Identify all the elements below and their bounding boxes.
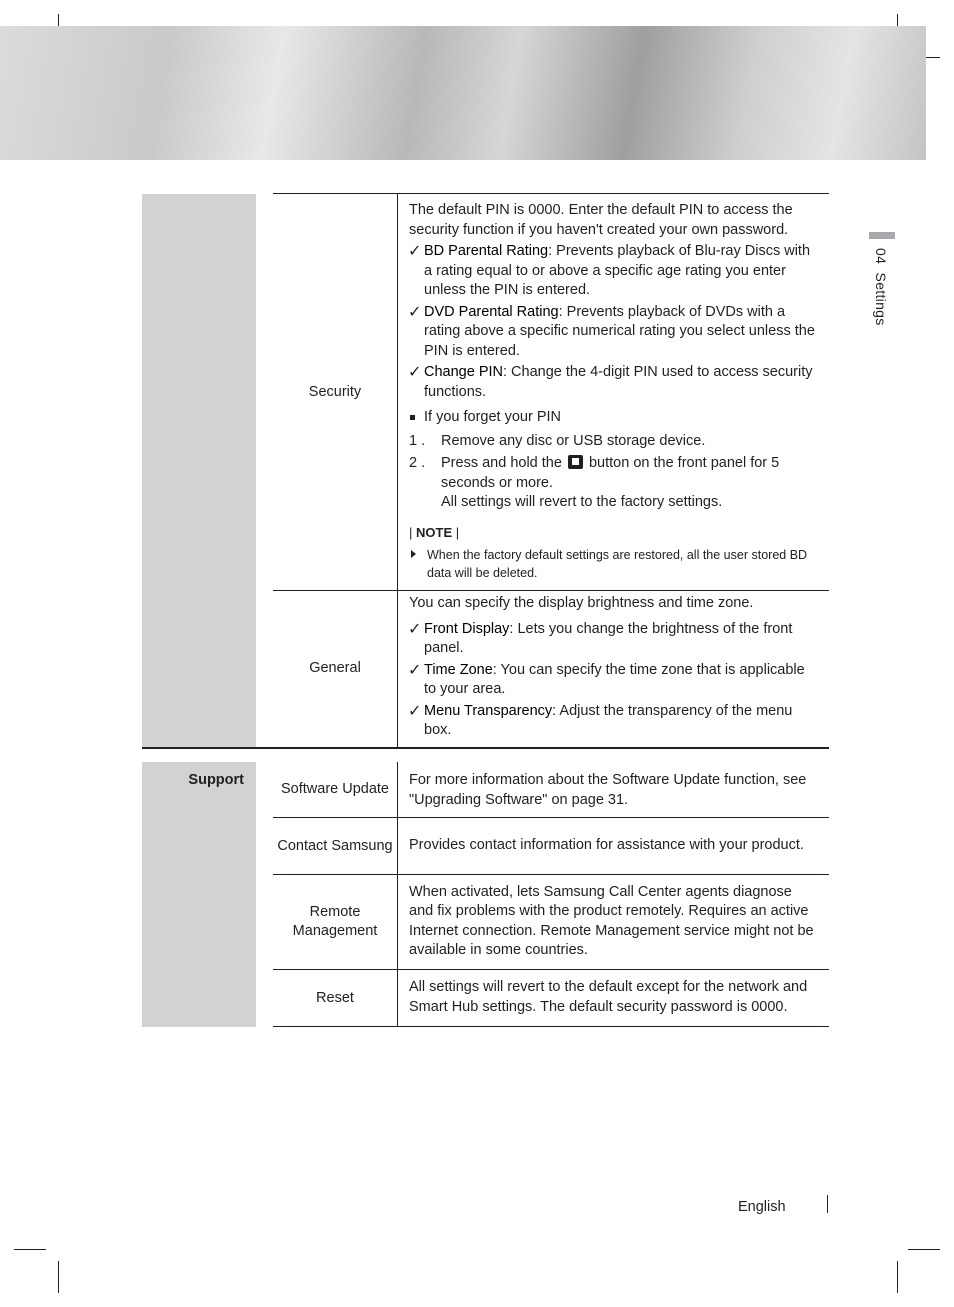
check-item [409, 242, 819, 301]
step-item [409, 454, 819, 513]
footer-language: English [738, 1199, 786, 1215]
square-bullet-icon [410, 415, 415, 420]
check-item [409, 661, 819, 700]
checkmark-icon: ✓ [408, 364, 422, 381]
check-text: : Lets you change the brightness of the front panel. [424, 620, 793, 656]
stop-button-icon [568, 455, 583, 469]
note-label: NOTE [416, 524, 453, 540]
column-gap [256, 762, 273, 1027]
contact-samsung-description: Provides contact information for assistance with your product. [398, 818, 830, 875]
bullet-item [409, 408, 819, 428]
chapter-label: 04 Settings [873, 248, 889, 326]
check-term: Change PIN [424, 364, 503, 380]
submenu-software-update: Software Update [273, 762, 398, 818]
reset-description: All settings will revert to the default except for the network and Smart Hub settings. The default security password is 0000. [398, 970, 830, 1027]
step-text: Press and hold the [441, 455, 562, 471]
check-item [409, 363, 819, 402]
chapter-tab-bar [869, 232, 895, 239]
step-text: button on the front panel for 5 seconds or more. [441, 455, 780, 491]
category-support: Support [142, 762, 256, 1027]
check-term: BD Parental Rating [424, 243, 549, 259]
checkmark-icon: ✓ [408, 702, 422, 720]
checkmark-icon: ✓ [408, 303, 422, 321]
note-text: When the factory default settings are restored, all the user stored BD data will be deleted. [427, 548, 808, 580]
crop-mark [908, 1249, 940, 1250]
check-text: : Prevents playback of DVDs with a rating above a specific numerical rating you select unless the PIN is entered. [424, 303, 815, 359]
check-text: : Prevents playback of Blu-ray Discs with a rating equal to or above a specific age rating you enter unless the PIN is entered. [424, 243, 811, 298]
check-item [409, 303, 819, 362]
security-description [398, 194, 830, 591]
submenu-reset: Reset [273, 970, 398, 1027]
step-number: 1 . [409, 432, 426, 449]
software-update-description: For more information about the Software Update function, see "Upgrading Software" on page 31. [409, 772, 807, 808]
check-text: : You can specify the time zone that is applicable to your area. [424, 661, 805, 697]
remote-management-description: When activated, lets Samsung Call Center agents diagnose and fix problems with the product remotely. Requires an active Internet connection. Remote Management service might not be available in some countries. [398, 875, 830, 970]
category-cell [142, 194, 256, 748]
settings-table-support [142, 762, 829, 1027]
footer-divider [827, 1195, 828, 1213]
check-text: : Adjust the transparency of the menu box. [424, 702, 793, 738]
chapter-side-tab [869, 232, 895, 352]
check-term: DVD Parental Rating [424, 303, 559, 320]
checkmark-icon: ✓ [408, 620, 422, 638]
table-row [142, 762, 829, 818]
note-heading: | NOTE | [409, 524, 460, 540]
step-item [409, 432, 819, 452]
check-term: Front Display [424, 620, 510, 637]
settings-table-security [142, 193, 829, 749]
step-text: Remove any disc or USB storage device. [441, 432, 706, 449]
submenu-security: Security [273, 194, 398, 591]
bullet-text: If you forget your PIN [424, 409, 562, 425]
crop-mark [58, 1261, 59, 1293]
submenu-contact-samsung: Contact Samsung [273, 818, 398, 875]
crop-mark [897, 1261, 898, 1293]
step-extra-text: All settings will revert to the factory settings. [441, 494, 723, 510]
check-item [409, 702, 819, 741]
note-item [409, 546, 819, 582]
check-item [409, 620, 819, 659]
general-description [398, 591, 830, 748]
checkmark-icon: ✓ [408, 243, 422, 260]
triangle-bullet-icon [411, 550, 416, 558]
crop-mark [14, 1249, 46, 1250]
check-term: Menu Transparency [424, 702, 553, 719]
check-text: : Change the 4-digit PIN used to access security functions. [424, 364, 813, 400]
submenu-general: General [273, 591, 398, 748]
column-gap [256, 194, 273, 748]
check-term: Time Zone [424, 661, 493, 678]
general-intro: You can specify the display brightness and time zone. [409, 595, 754, 611]
step-number: 2 . [409, 455, 426, 471]
security-intro: The default PIN is 0000. Enter the default PIN to access the security function if you haven't created your own password. [409, 202, 793, 238]
header-banner [0, 26, 926, 160]
table-row [142, 194, 829, 591]
checkmark-icon: ✓ [408, 661, 422, 679]
submenu-remote-management: Remote Management [273, 875, 398, 970]
